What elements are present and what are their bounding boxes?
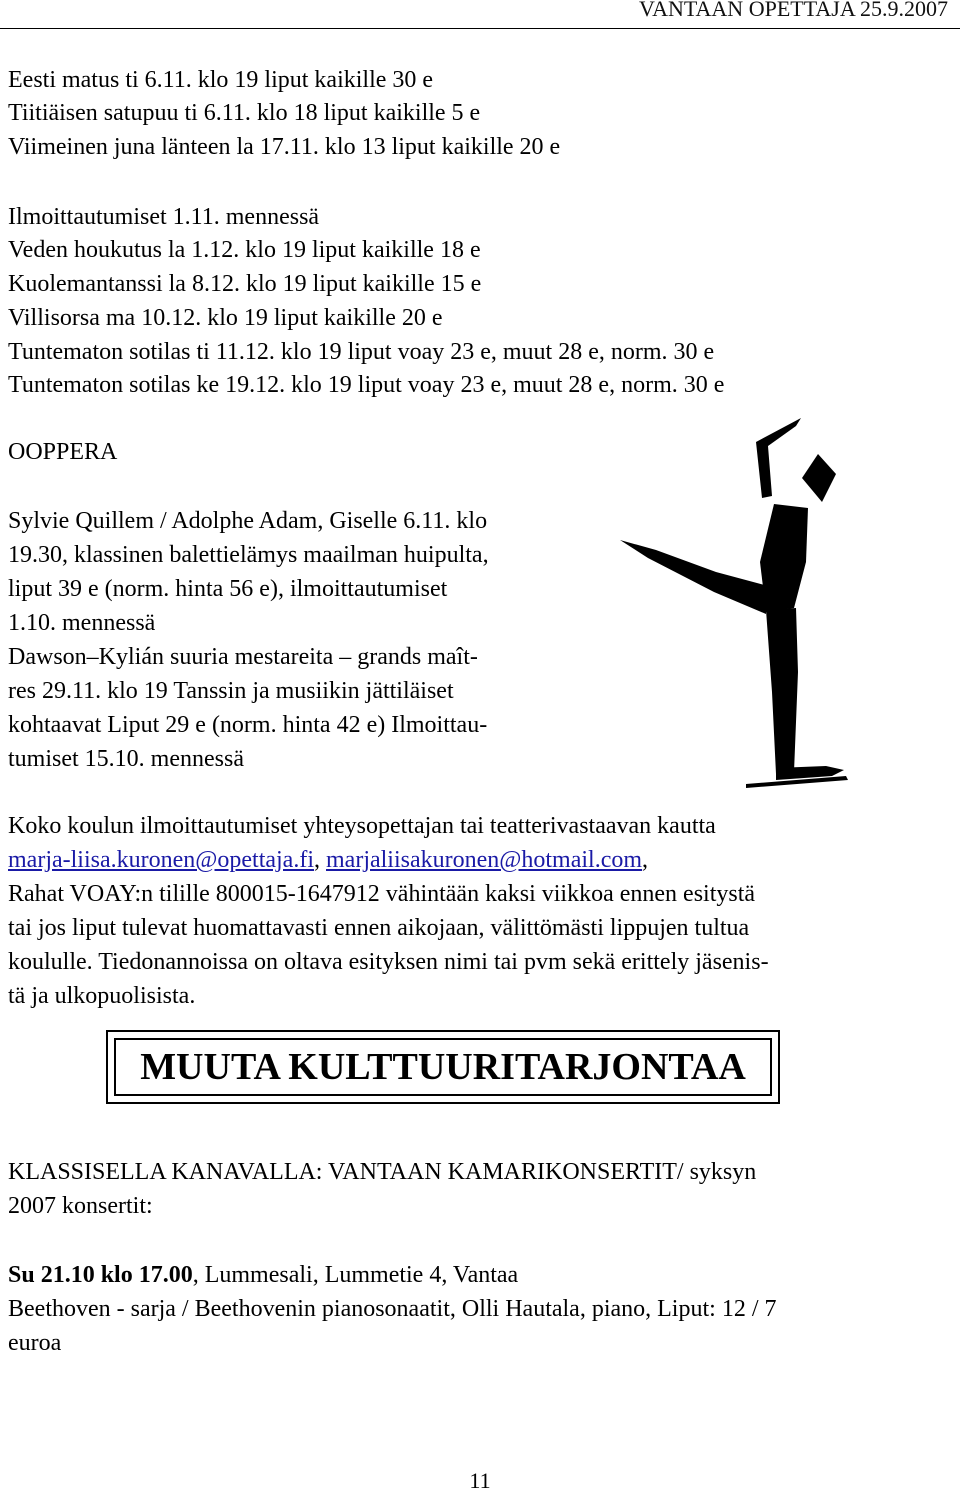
section-title: MUUTA KULTTUURITARJONTAA [114,1038,772,1096]
theatre-line: Tuntematon sotilas ti 11.12. klo 19 liput voay 23 e, muut 28 e, norm. 30 e [8,339,715,365]
page-header-title: VANTAAN OPETTAJA 25.9.2007 [639,0,948,21]
opera-line: kohtaavat Liput 29 e (norm. hinta 42 e) Ilmoittau- [8,712,488,738]
page-number: 11 [469,1468,491,1493]
email-link-1[interactable]: marja-liisa.kuronen@opettaja.fi [8,847,314,873]
theatre-line: Veden houkutus la 1.12. klo 19 liput kaikille 18 e [8,237,481,263]
concert-line: euroa [8,1330,62,1356]
registration-line: koululle. Tiedonannoissa on oltava esityksen nimi tai pvm sekä erittely jäsenis- [8,949,769,975]
opera-line: res 29.11. klo 19 Tanssin ja musiikin jättiläiset [8,678,454,704]
concert-line: 2007 konsertit: [8,1193,153,1219]
registration-email-line [8,843,648,877]
theatre-line: Villisorsa ma 10.12. klo 19 liput kaikille 20 e [8,305,443,331]
opera-heading: OOPPERA [8,439,118,465]
registration-line: Rahat VOAY:n tilille 800015-1647912 vähintään kaksi viikkoa ennen esitystä [8,881,756,907]
concert-line: Beethoven - sarja / Beethovenin pianosonaatit, Olli Hautala, piano, Liput: 12 / 7 [8,1296,777,1322]
section-title-box [106,1030,780,1104]
theatre-line: Tuntematon sotilas ke 19.12. klo 19 liput voay 23 e, muut 28 e, norm. 30 e [8,372,725,398]
opera-line: tumiset 15.10. mennessä [8,746,244,772]
theatre-line: Kuolemantanssi la 8.12. klo 19 liput kaikille 15 e [8,271,482,297]
opera-line: 19.30, klassinen balettielämys maailman huipulta, [8,542,489,568]
registration-line: tä ja ulkopuolisista. [8,983,196,1009]
email-link-2[interactable]: marjaliisakuronen@hotmail.com [326,847,643,873]
registration-line: tai jos liput tulevat huomattavasti ennen aikojaan, välittömästi lippujen tultua [8,915,750,941]
ballet-dancer-icon [596,412,952,792]
opera-line: liput 39 e (norm. hinta 56 e), ilmoittautumiset [8,576,448,602]
theatre-line: Ilmoittautumiset 1.11. mennessä [8,204,320,230]
opera-line: Dawson–Kylián suuria mestareita – grands maît- [8,644,478,670]
concert-event-date: Su 21.10 klo 17.00 [8,1262,193,1288]
concert-event-line [8,1258,518,1292]
opera-line: 1.10. mennessä [8,610,156,636]
opera-line: Sylvie Quillem / Adolphe Adam, Giselle 6.11. klo [8,508,488,534]
concert-event-place: , Lummesali, Lummetie 4, Vantaa [192,1262,519,1288]
email-separator: , [314,847,326,873]
theatre-line: Eesti matus ti 6.11. klo 19 liput kaikille 30 e [8,67,434,93]
email-trailing: , [642,847,649,873]
theatre-line: Tiitiäisen satupuu ti 6.11. klo 18 liput kaikille 5 e [8,100,481,126]
concert-line: KLASSISELLA KANAVALLA: VANTAAN KAMARIKONSERTIT/ syksyn [8,1159,757,1185]
header-rule [0,28,960,29]
registration-line: Koko koulun ilmoittautumiset yhteysopettajan tai teatterivastaavan kautta [8,813,716,839]
theatre-line: Viimeinen juna länteen la 17.11. klo 13 liput kaikille 20 e [8,134,561,160]
